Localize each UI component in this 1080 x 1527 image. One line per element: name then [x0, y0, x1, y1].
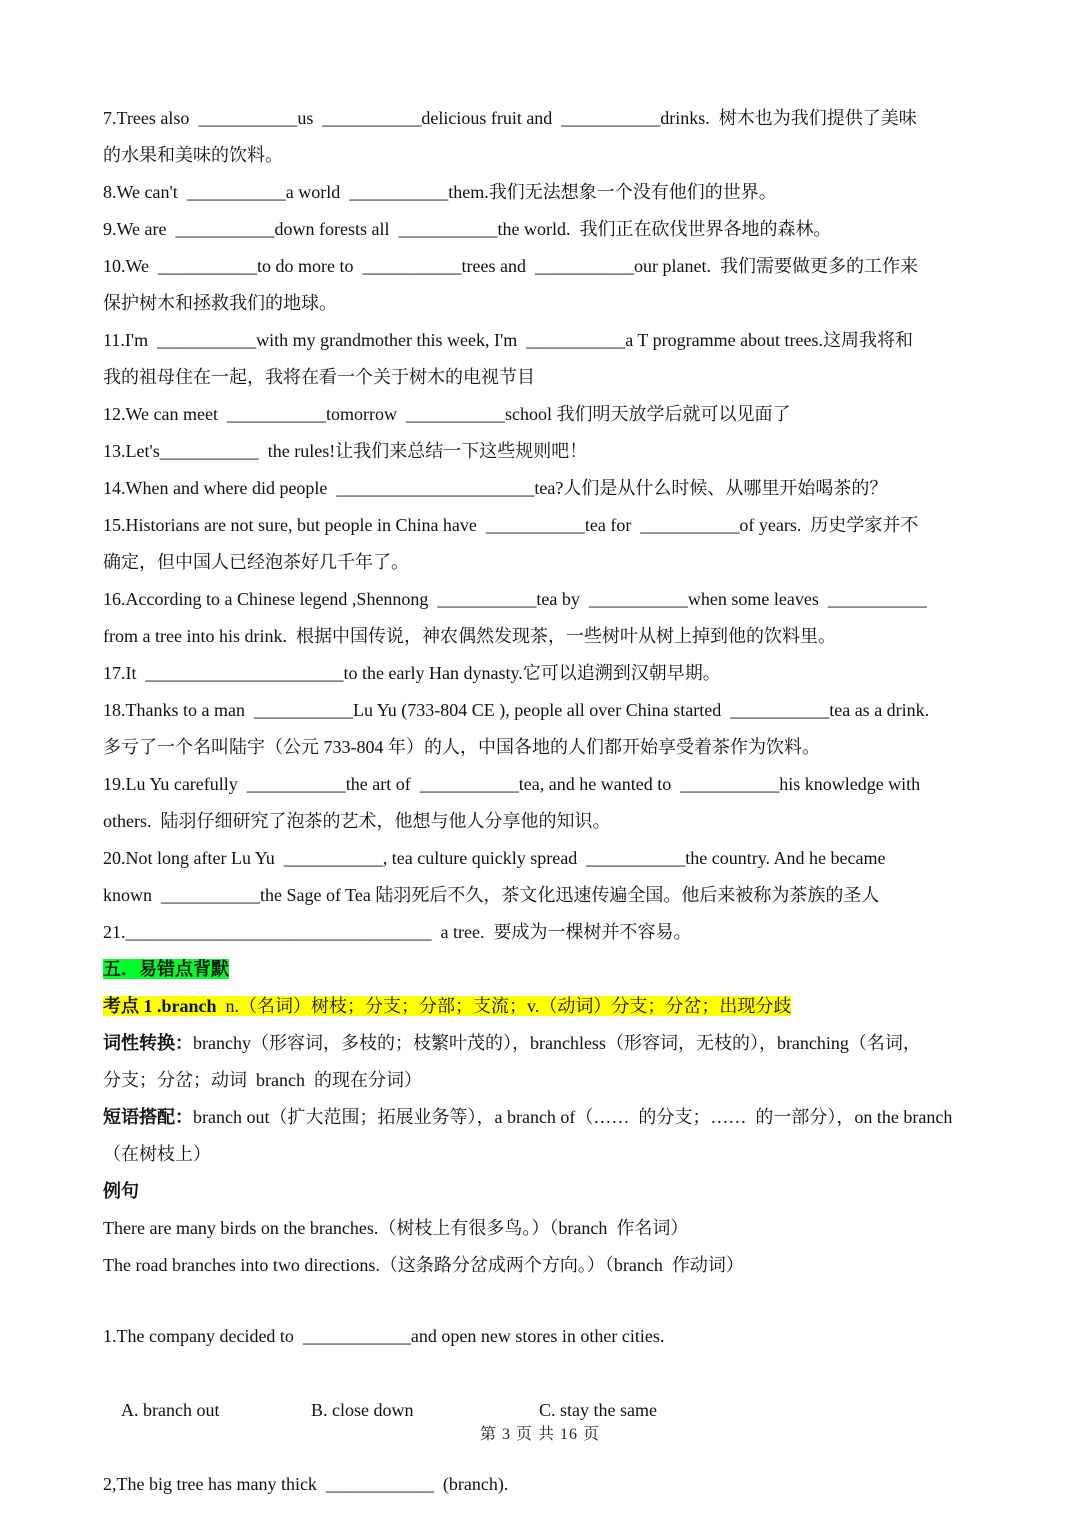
- duanyu-line-continued: （在树枝上）: [103, 1144, 211, 1164]
- question-line: 12.We can meet ___________tomorrow ___________school 我们明天放学后就可以见面了: [103, 404, 791, 424]
- duanyu-text: branch out（扩大范围；拓展业务等），a branch of（…… 的分支；…… 的一部分），on the branch: [193, 1107, 953, 1127]
- question-line: 9.We are ___________down forests all ___________the world. 我们正在砍伐世界各地的森林。: [103, 219, 832, 239]
- question-line: 20.Not long after Lu Yu ___________, tea culture quickly spread ___________the country. And he became: [103, 848, 886, 868]
- kaodian-label: 考点 1 .branch: [103, 996, 217, 1016]
- question-line: 7.Trees also ___________us ___________delicious fruit and ___________drinks. 树木也为我们提供了美味: [103, 108, 917, 128]
- section-heading-line: [103, 951, 984, 988]
- example-sentence: There are many birds on the branches.（树枝上有很多鸟。）（branch 作名词）: [103, 1218, 689, 1238]
- page-footer: 第 3 页 共 16 页: [479, 1426, 600, 1443]
- question-line: known ___________the Sage of Tea 陆羽死后不久，茶文化迅速传遍全国。他后来被称为茶族的圣人: [103, 885, 880, 905]
- exercise-question-2: 2,The big tree has many thick ____________ (branch).: [103, 1474, 509, 1494]
- duanyu-label: 短语搭配：: [103, 1107, 193, 1127]
- example-label: 例句: [103, 1181, 139, 1201]
- option-a: A. branch out: [121, 1400, 220, 1420]
- cixing-line-continued: 分支；分岔；动词 branch 的现在分词）: [103, 1070, 422, 1090]
- question-line: 18.Thanks to a man ___________Lu Yu (733-804 CE ), people all over China started ___________tea as a drink.: [103, 700, 930, 720]
- section-heading: 五．易错点背默: [103, 959, 229, 979]
- question-line: 我的祖母住在一起，我将在看一个关于树木的电视节目: [103, 367, 535, 387]
- duanyu-line: [103, 1099, 984, 1136]
- question-line: 17.It ______________________to the early Han dynasty.它可以追溯到汉朝早期。: [103, 663, 721, 683]
- question-line: 16.According to a Chinese legend ,Shennong ___________tea by ___________when some leaves ___________: [103, 589, 927, 609]
- question-line: 19.Lu Yu carefully ___________the art of ___________tea, and he wanted to ___________his knowledge with: [103, 774, 921, 794]
- question-line: 21.__________________________________ a tree. 要成为一棵树并不容易。: [103, 922, 692, 942]
- question-line: 10.We ___________to do more to ___________trees and ___________our planet. 我们需要做更多的工作来: [103, 256, 918, 276]
- question-line: others. 陆羽仔细研究了泡茶的艺术，他想与他人分享他的知识。: [103, 811, 611, 831]
- cixing-label: 词性转换：: [103, 1033, 193, 1053]
- kaodian-definition: n.（名词）树枝；分支；分部；支流；v.（动词）分支；分岔；出现分歧: [216, 996, 792, 1016]
- cixing-line: [103, 1025, 984, 1062]
- question-line: 的水果和美味的饮料。: [103, 145, 283, 165]
- question-line: from a tree into his drink. 根据中国传说，神农偶然发现茶，一些树叶从树上掉到他的饮料里。: [103, 626, 836, 646]
- option-c: C. stay the same: [539, 1400, 657, 1420]
- kaodian-highlight: [103, 996, 791, 1016]
- question-line: 多亏了一个名叫陆宇（公元 733-804 年）的人，中国各地的人们都开始享受着茶作为饮料。: [103, 737, 820, 757]
- question-line: 确定，但中国人已经泡茶好几千年了。: [103, 552, 409, 572]
- exercise-question-1: 1.The company decided to ____________and open new stores in other cities.: [103, 1326, 665, 1346]
- question-line: 保护树木和拯救我们的地球。: [103, 293, 337, 313]
- question-line: 8.We can't ___________a world ___________them.我们无法想象一个没有他们的世界。: [103, 182, 777, 202]
- example-sentence: The road branches into two directions.（这条路分岔成两个方向。）（branch 作动词）: [103, 1255, 744, 1275]
- question-line: 13.Let's___________ the rules!让我们来总结一下这些规则吧！: [103, 441, 588, 461]
- question-line: 11.I'm ___________with my grandmother this week, I'm ___________a T programme about trees.这周我将和: [103, 330, 914, 350]
- cixing-text: branchy（形容词，多枝的；枝繁叶茂的），branchless（形容词，无枝的），branching（名词，: [193, 1033, 921, 1053]
- question-line: 14.When and where did people ______________________tea?人们是从什么时候、从哪里开始喝茶的？: [103, 478, 888, 498]
- kaodian-line: [103, 988, 984, 1025]
- question-line: 15.Historians are not sure, but people in China have ___________tea for ___________of years. 历史学家并不: [103, 515, 919, 535]
- question-list: [103, 100, 984, 951]
- option-b: B. close down: [311, 1400, 414, 1420]
